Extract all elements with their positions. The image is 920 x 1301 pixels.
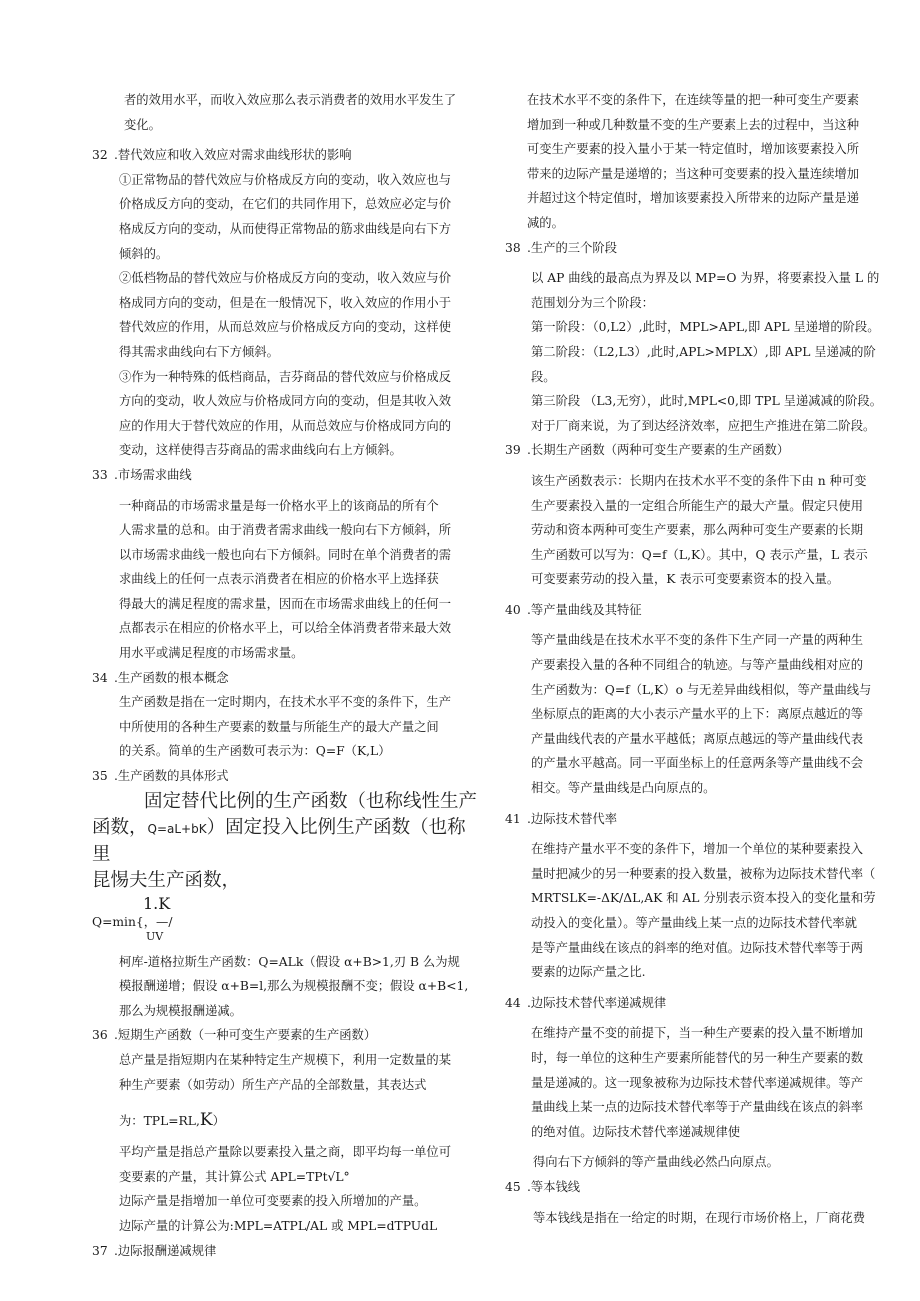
section-heading-39: 39 .长期生产函数（两种可变生产要素的生产函数） bbox=[505, 443, 790, 458]
large-text-line: 昆惕夫生产函数， bbox=[92, 869, 241, 891]
section-heading-45: 45 .等本钱线 bbox=[505, 1179, 581, 1194]
paragraph: ①正常物品的替代效应与价格成反方向的变动，收入效应也与 价格成反方向的变动，在它们的共同作用下，总效应必定与价 格成反方向的变动，从而使得正常物品的筋求曲线是向右下方 倾斜的。 bbox=[119, 172, 452, 261]
section-heading-32: 32 .替代效应和收入效应对需求曲线形状的影响 bbox=[92, 148, 352, 163]
section-heading-35: 35 .生产函数的具体形式 bbox=[92, 769, 229, 784]
section-heading-36: 36 .短期生产函数（一种可变生产要素的生产函数） bbox=[92, 1028, 377, 1043]
paragraph: 等产量曲线是在技术水平不变的条件下生产同一产量的两种生 产要素投入量的各种不同组合的轨迹。与等产量曲线相对应的 生产函数为：Q=f（L,K）o 与无差异曲线相似，等产量曲线与 坐标原点的距离的大小表示产量水平的上下：离原点越近的等 产量曲线代表的产量水平越低；离原点越远的等产量曲线代表 的产量水平越高。同一平面坐标上的任意两条等产量曲线不会 相交。等产量曲线是凸向原点的。 bbox=[531, 633, 872, 796]
paragraph: 为：TPL=RL,K） bbox=[119, 1110, 225, 1131]
paragraph: 第一阶段：（0,L2）,此时，MPL>APL,即 APL 呈递增的阶段。 第二阶段：（L2,L3）,此时,APL>MPLX）,即 APL 呈递减的阶 段。 第三阶段 （L3,无穷），此时,MPL<0,即 TPL 呈递减减的阶段。 对于厂商来说，为了到达经济效率，应把生产推进在第二阶段。 bbox=[531, 320, 883, 433]
paragraph: 该生产函数表示：长期内在技术水平不变的条件下由 n 种可变 生产要素投入量的一定组合所能生产的最大产量。假定只使用 劳动和资本两种可变生产要素，那么两种可变生产要素的长期 生产函数可以写为：Q=f（L,K）。其中，Q 表示产量，L 表示 可变要素劳动的投入量，K 表示可变要素资本的投入量。 bbox=[531, 473, 868, 587]
min-formula bbox=[92, 894, 484, 950]
paragraph: 以 AP 曲线的最高点为界及以 MP=O 为界，将要素投入量 L 的 范围划分为三个阶段： bbox=[531, 271, 880, 310]
paragraph: 在技术水平不变的条件下，在连续等量的把一种可变生产要素 增加到一种或几种数量不变的生产要素上去的过程中，当这种 可变生产要素的投入量小于某一特定值时，增加该要素投入所 带来的边际产量是递增的；当这种可变要素的投入量连续增加 并超过这个特定值时，增加该要素投入所带来的边际产量是递 减的。 bbox=[527, 93, 860, 230]
paragraph: 者的效用水平，而收入效应那么表示消费者的效用水平发生了 变化。 bbox=[124, 93, 457, 132]
paragraph: 总产量是指短期内在某种特定生产规模下，利用一定数量的某 种生产要素（如劳动）所生产产品的全部数量，其表达式 bbox=[119, 1053, 452, 1092]
paragraph: 生产函数是指在一定时期内，在技术水平不变的条件下，生产 中所使用的各种生产要素的数量与所能生产的最大产量之间 的关系。简单的生产函数可表示为：Q=F（K,L） bbox=[119, 695, 452, 759]
paragraph: 柯库-道格拉斯生产函数：Q=ALk（假设 α+B>1,刃 B 么为规 模报酬递增；假设 α+B=l,那么为规模报酬不变；假设 α+B<1, 那么为规模报酬递减。 bbox=[119, 954, 469, 1018]
section-heading-37: 37 .边际报酬递减规律 bbox=[92, 1243, 217, 1258]
section-heading-34: 34 .生产函数的根本概念 bbox=[92, 670, 229, 685]
section-heading-44: 44 .边际技术替代率递减规律 bbox=[505, 995, 667, 1010]
section-heading-40: 40 .等产量曲线及其特征 bbox=[505, 602, 642, 617]
formula-numerator: 1.K bbox=[143, 893, 171, 913]
paragraph: ②低档物品的替代效应与价格成反方向的变动，收入效应与价 格成同方向的变动，但是在一般情况下，收入效应的作用小于 替代效应的作用，从而总效应与价格成反方向的变动，这样使 得其需求曲线向右下方倾斜。 bbox=[119, 271, 452, 359]
paragraph: ③作为一种特殊的低档商品，吉芬商品的替代效应与价格成反 方向的变动，收人效应与价格成同方向的变动，但是其收入效 应的作用大于替代效应的作用，从而总效应与价格成同方向的 变动，这样使得吉芬商品的需求曲线向右上方倾斜。 bbox=[119, 369, 452, 458]
paragraph: 得向右下方倾斜的等产量曲线必然凸向原点。 bbox=[533, 1155, 779, 1170]
formula-body: Q=min{，—/ bbox=[92, 914, 173, 929]
right-column bbox=[505, 88, 897, 1230]
section-heading-33: 33 .市场需求曲线 bbox=[92, 467, 192, 482]
paragraph: 一种商品的市场需求量是每一价格水平上的该商品的所有个 人需求量的总和。由于消费者需求曲线一般向右下方倾斜，所 以市场需求曲线一般也向右下方倾斜。同时在单个消费者的需 求曲线上的任何一点表示消费者在相应的价格水平上选择获 得最大的满足程度的需求量，因而在市场需求曲线上的任何一 点都表示在相应的价格水平上，可以给全体消费者带来最大效 用水平或满足程度的市场需求量。 bbox=[119, 498, 452, 661]
paragraph: 在维持产量水平不变的条件下，增加一个单位的某种要素投入 量时把减少的另一种要素的投入数量，被称为边际技术替代率（ MRTSLK=-ΔK/ΔL,AK 和 AL 分别表示资本投入的变化量和劳 动投入的变化量）。等产量曲线上某一点的边际技术替代率就 是等产量曲线在该点的斜率的绝对值。边际技术替代率等于两 要素的边际产量之比. bbox=[531, 842, 876, 980]
paragraph: 在维持产量不变的前提下，当一种生产要素的投入量不断增加 时，每一单位的这种生产要素所能替代的另一种生产要素的数 量是递减的。这一现象被称为边际技术替代率递减规律。等产 量曲线上某一点的边际技术替代率等于产量曲线在该点的斜率 的绝对值。边际技术替代率递减规律使 bbox=[531, 1026, 864, 1139]
large-text-line: 函数，Q=aL+bK）固定投入比例生产函数（也称里 bbox=[92, 816, 466, 865]
formula-denominator: UV bbox=[146, 929, 164, 943]
paragraph: 平均产量是指总产量除以要素投入量之商，即平均每一单位可 变要素的产量，其计算公式 APL=TPt√L° 边际产量是指增加一单位可变要素的投入所增加的产量。 边际产量的计算公为:MPL=ATPL/AL 或 MPL=dTPUdL bbox=[119, 1145, 452, 1233]
left-column bbox=[92, 88, 484, 1263]
paragraph: 等本钱线是指在一给定的时期，在现行市场价格上，厂商花费 bbox=[533, 1210, 866, 1225]
section-heading-38: 38 .生产的三个阶段 bbox=[505, 240, 617, 255]
large-text-line: 固定替代比例的生产函数（也称线性生产 bbox=[144, 790, 478, 812]
section-heading-41: 41 .边际技术替代率 bbox=[505, 811, 617, 826]
